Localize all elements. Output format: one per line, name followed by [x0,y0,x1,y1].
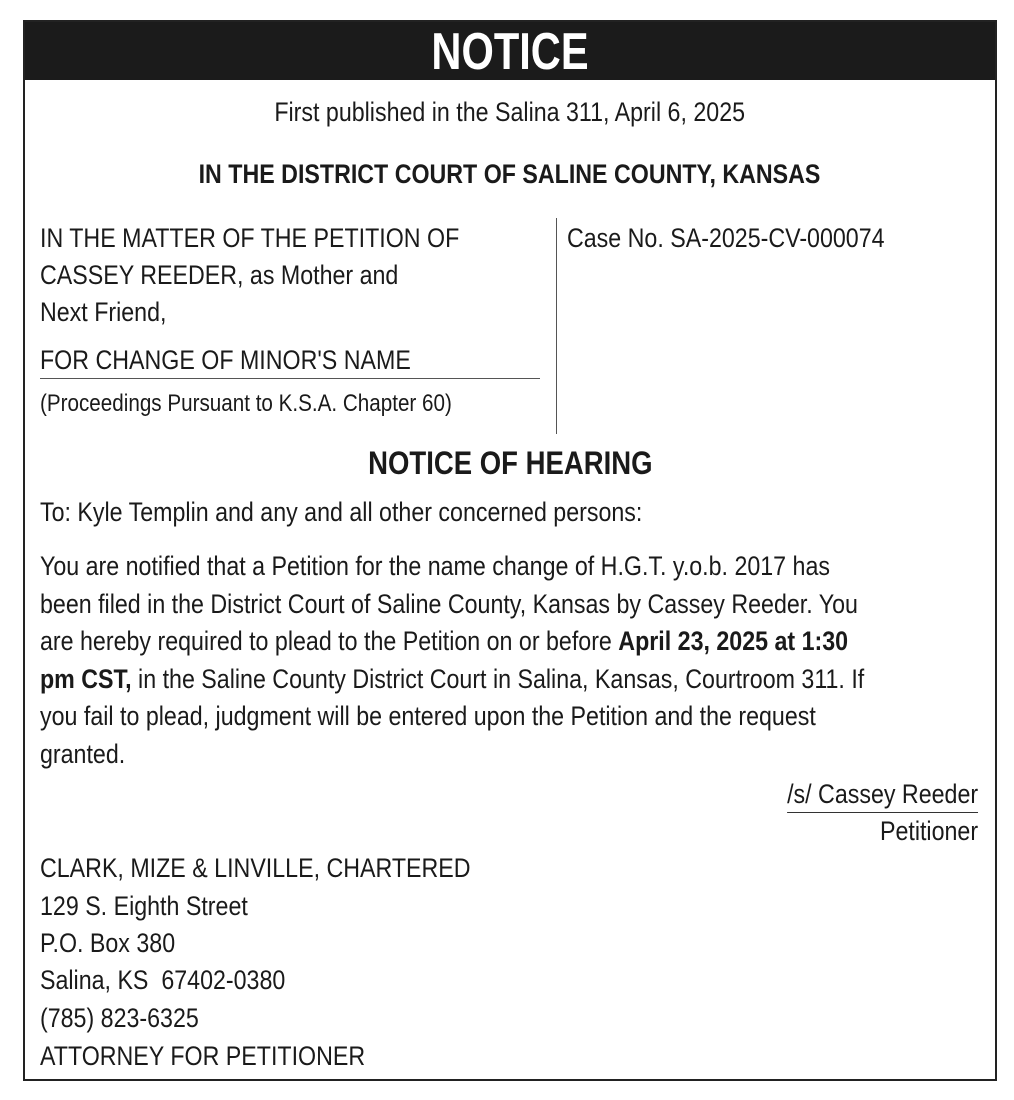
body-line-1: You are notified that a Petition for the name change of H.G.T. y.o.b. 2017 has [40,551,830,581]
notice-frame [23,20,997,1081]
signature-role: Petitioner [879,816,978,846]
body-line-4 [40,661,865,699]
attorney-street [40,888,282,924]
body-line-3-pre: are hereby required to plead to the Petition on or before [40,626,619,657]
matter-line-2 [40,257,457,293]
attorney-firm [40,850,541,886]
body-line-4-post: in the Saline County District Court in Salina, Kansas, Courtroom 311. If [131,663,865,694]
attorney-city-text: Salina, KS 67402-0380 [40,965,286,995]
caption-vertical-divider [556,218,557,434]
signature-role-line [864,813,978,849]
hearing-time-bold: pm CST, [40,663,132,694]
case-number [567,220,936,256]
case-number-text: Case No. SA-2025-CV-000074 [567,223,885,253]
matter-line-1 [40,220,528,256]
proceedings-line [40,388,519,420]
addressee-line [40,494,740,530]
signature-name: /s/ Cassey Reeder [787,776,978,813]
banner-title: NOTICE [431,23,589,80]
body-line-6: granted. [40,738,126,769]
caption-divider [40,378,540,379]
first-published-line [25,94,995,130]
purpose-line [40,342,471,378]
body-line-5: you fail to plead, judgment will be entered upon the Petition and the request [40,701,816,732]
matter-line-1-text: IN THE MATTER OF THE PETITION OF [40,223,460,253]
attorney-firm-text: CLARK, MIZE & LINVILLE, CHARTERED [40,853,471,883]
attorney-po-box [40,925,197,961]
first-published-text: First published in the Salina 311, April 6, 2025 [274,97,746,127]
notice-body [40,548,980,774]
attorney-phone [40,1000,225,1036]
matter-line-3-text: Next Friend, [40,297,167,327]
court-title [25,156,995,192]
attorney-street-text: 129 S. Eighth Street [40,891,248,921]
addressee-text: To: Kyle Templin and any and all other concerned persons: [40,497,643,527]
attorney-phone-text: (785) 823-6325 [40,1003,199,1033]
body-line-2: been filed in the District Court of Saline County, Kansas by Cassey Reeder. You [40,588,858,619]
proceedings-text: (Proceedings Pursuant to K.S.A. Chapter 60) [40,390,452,417]
notice-banner [25,22,995,80]
body-line-3 [40,623,848,661]
hearing-title [25,444,995,482]
hearing-title-text: NOTICE OF HEARING [367,445,653,481]
court-title-text: IN THE DISTRICT COURT OF SALINE COUNTY, KANSAS [199,159,821,189]
hearing-date-bold: April 23, 2025 at 1:30 [618,626,849,657]
attorney-role [40,1038,418,1074]
attorney-po-box-text: P.O. Box 380 [40,928,176,958]
attorney-city [40,962,325,998]
attorney-role-text: ATTORNEY FOR PETITIONER [40,1041,366,1071]
matter-line-3 [40,294,187,330]
matter-line-2-text: CASSEY REEDER, as Mother and [40,260,399,290]
purpose-text: FOR CHANGE OF MINOR'S NAME [40,345,411,375]
signature-line [756,776,978,813]
